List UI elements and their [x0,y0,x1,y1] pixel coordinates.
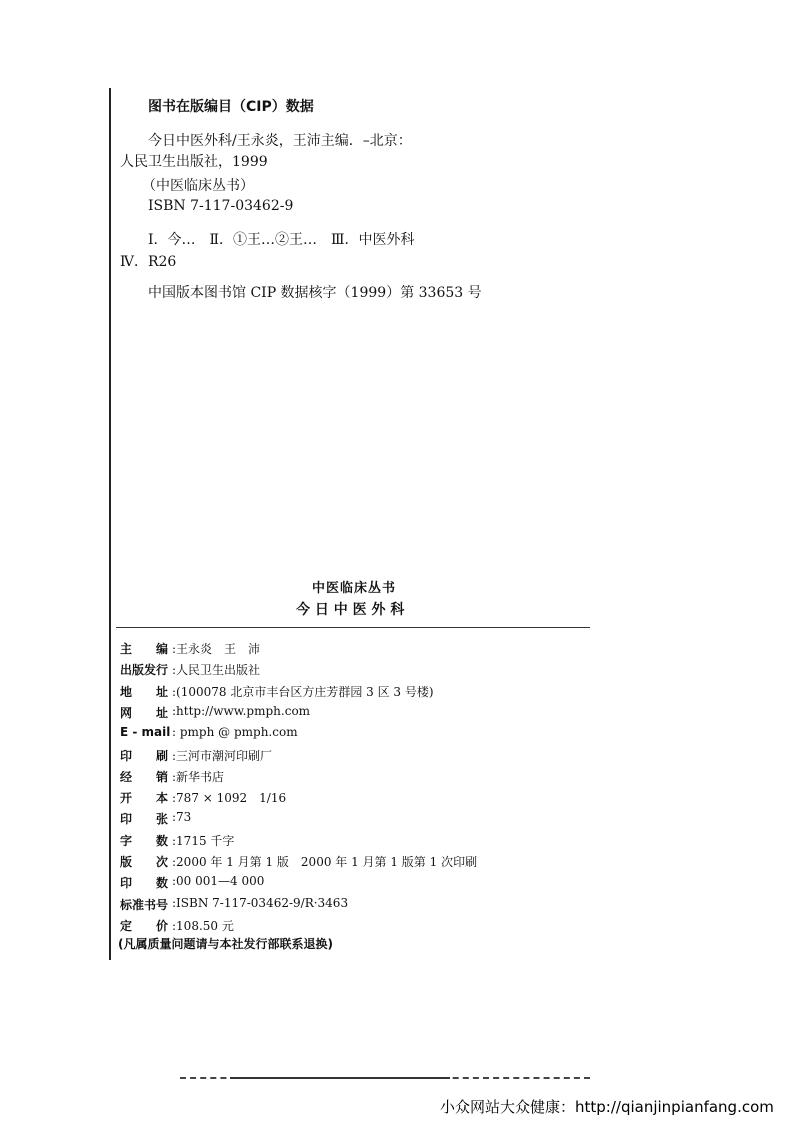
colophon-row [120,747,272,764]
row-label: 地 址 [120,684,169,699]
row-value: :三河市潮河印刷厂 [172,748,273,763]
watermark: 小众网站大众健康：http://qianjinpianfang.com [440,1098,774,1116]
colophon-row [120,683,434,700]
cip-heading: 图书在版编目（CIP）数据 [148,99,314,115]
row-label: 经 销 [120,769,169,784]
cip-line: ISBN 7-117-03462-9 [148,198,294,214]
colophon-row [120,661,260,678]
row-label: 主 编 [120,642,169,656]
cip-line: 今日中医外科/王永炎，王沛主编．–北京： [148,133,412,149]
colophon-row [120,725,298,739]
row-value: :108.50 元 [172,918,234,933]
row-value: :http://www.pmph.com [172,703,311,718]
series-title: 中医临床丛书 [312,581,397,596]
row-value: :00 001—4 000 [172,874,265,889]
cip-line: 人民卫生出版社，1999 [120,154,268,170]
row-label: 网 址 [120,705,169,720]
bottom-rule-solid [230,1077,450,1079]
cip-line: 中国版本图书馆 CIP 数据核字（1999）第 33653 号 [148,285,482,301]
row-label: 印 张 [120,812,169,827]
row-value: :人民卫生出版社 [172,663,261,678]
row-value: :新华书店 [172,769,225,784]
cip-line: Ⅳ．R26 [120,254,177,270]
row-label: 印 数 [120,876,169,891]
colophon-row [120,896,348,913]
colophon-row [120,810,191,827]
row-label: 字 数 [120,833,169,848]
row-value: :787 × 1092 1/16 [172,791,287,806]
row-label: 开 本 [120,791,169,806]
cip-line: Ⅰ．今… Ⅱ．①王…②王… Ⅲ．中医外科 [148,232,415,248]
colophon-row [120,704,310,721]
row-value: :1715 千字 [172,833,235,848]
colophon-row [120,917,234,934]
margin-line [109,88,111,960]
colophon-row [120,874,264,891]
row-value: :王永炎 王 沛 [172,642,261,656]
row-label: E - mail [120,725,171,740]
row-value: :ISBN 7-117-03462-9/R·3463 [172,895,349,910]
row-value: :2000 年 1 月第 1 版 2000 年 1 月第 1 版第 1 次印刷 [172,855,478,869]
return-note: (凡属质量问题请与本社发行部联系退换) [118,937,333,951]
cip-line: （中医临床丛书） [142,178,254,194]
row-label: 印 刷 [120,748,169,763]
divider [116,627,590,628]
row-value: :73 [172,810,192,825]
colophon-row [120,768,224,785]
colophon-row [120,789,286,806]
colophon-row [120,832,234,849]
colophon-row [120,853,477,870]
row-label: 标准书号 [120,897,169,912]
row-value: :(100078 北京市丰台区方庄芳群园 3 区 3 号楼) [172,684,434,699]
row-label: 版 次 [120,855,169,869]
book-title: 今 日 中 医 外 科 [296,602,405,618]
colophon-row [120,640,260,657]
row-label: 定 价 [120,918,169,933]
row-label: 出版发行 [120,663,169,678]
row-value: : pmph @ pmph.com [172,725,298,740]
